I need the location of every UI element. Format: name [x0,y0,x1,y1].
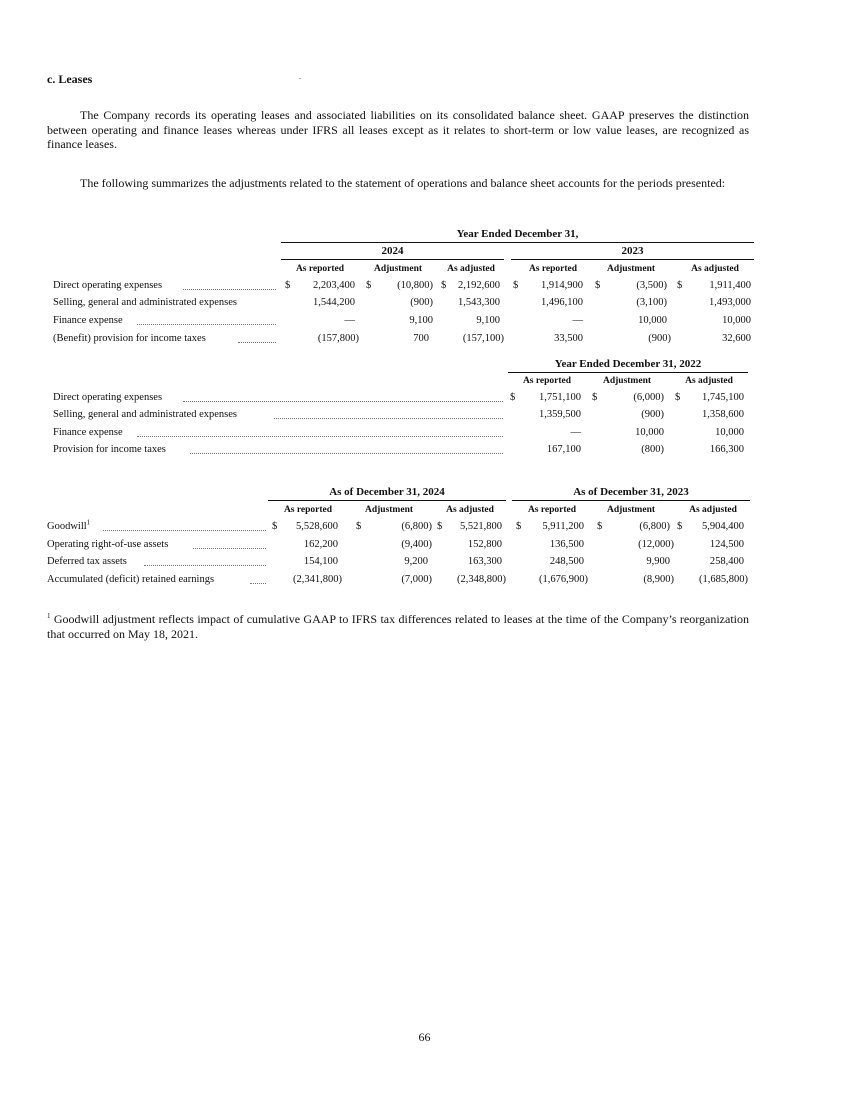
table-cell: (900) [641,409,664,420]
col-header: As reported [283,505,333,515]
table-cell: 5,528,600 [296,521,338,532]
currency-symbol: $ [597,521,603,532]
table-cell: (800) [641,444,664,455]
year-rule-2023 [511,259,754,260]
table-cell: (6,000) [633,392,664,403]
title-rule [281,242,754,243]
table-cell: 258,400 [709,556,744,567]
table-title: As of December 31, 2024 [329,486,445,498]
table-cell: — [572,315,583,326]
currency-symbol: $ [441,280,447,291]
dot-leader [137,324,276,325]
table-cell: 5,521,800 [460,521,502,532]
table-cell: 5,904,400 [702,521,744,532]
dot-leader [250,583,266,584]
table-cell: 1,359,500 [539,409,581,420]
paragraph-summary-intro [47,176,749,191]
dot-leader [144,565,266,566]
table-cell: 136,500 [549,539,584,550]
table-cell: (1,676,900) [539,574,588,585]
col-header: Adjustment [606,505,656,515]
table-cell: 1,493,000 [709,297,751,308]
dot-leader [274,418,503,419]
paragraph-text: The following summarizes the adjustments related to the statement of operations and balance sheet accounts for the periods presented: [80,176,726,190]
table-cell: 1,745,100 [702,392,744,403]
currency-symbol: $ [272,521,278,532]
table-cell: (157,100) [462,333,504,344]
currency-symbol: $ [595,280,601,291]
row-label: Accumulated (deficit) retained earnings [47,574,215,585]
table-cell: (2,341,800) [293,574,342,585]
currency-symbol: $ [677,521,683,532]
col-header: Adjustment [606,264,656,274]
table-cell: (6,800) [401,521,432,532]
table-cell: (9,400) [401,539,432,550]
table-cell: 154,100 [303,556,338,567]
table-cell: (12,000) [638,539,674,550]
dot-leader [190,453,503,454]
table-cell: 1,358,600 [702,409,744,420]
row-label: (Benefit) provision for income taxes [53,333,206,344]
table-cell: (900) [648,333,671,344]
table-cell: (1,685,800) [699,574,748,585]
table-cell: (7,000) [401,574,432,585]
table-cell: (6,800) [639,521,670,532]
col-header: Adjustment [602,376,652,386]
currency-symbol: $ [592,392,598,403]
col-header: As reported [528,264,578,274]
stray-mark: . [299,72,301,81]
table-cell: — [344,315,355,326]
row-label: Goodwill$^1$ [47,518,91,532]
row-label: Direct operating expenses [53,392,163,403]
table-cell: 9,200 [404,556,428,567]
row-label: Finance expense [53,315,123,326]
currency-symbol: $ [437,521,443,532]
table-cell: 1,544,200 [313,297,355,308]
table-cell: 167,100 [546,444,581,455]
table-cell: 9,100 [409,315,433,326]
table-cell: 10,000 [722,315,751,326]
dot-leader [183,289,276,290]
title-rule [508,372,748,373]
year-rule-2024 [281,259,504,260]
paragraph-leases-policy [47,108,749,152]
col-header: As adjusted [685,376,733,386]
dot-leader [183,401,503,402]
dot-leader [103,530,266,531]
col-header: Adjustment [364,505,414,515]
page-number: 66 [418,1030,431,1044]
row-label: Operating right-of-use assets [47,539,169,550]
footnote-marker: 1 [86,518,91,527]
table-cell: (157,800) [317,333,359,344]
row-label: Provision for income taxes [53,444,166,455]
footnote-marker: 1 [47,612,51,620]
row-label: Selling, general and administrated expenses [53,409,237,420]
title-rule [512,500,750,501]
table-cell: (8,900) [643,574,674,585]
currency-symbol: $ [356,521,362,532]
table-cell: 2,203,400 [313,280,355,291]
table-title: As of December 31, 2023 [573,486,689,498]
currency-symbol: $ [516,521,522,532]
dot-leader [238,342,276,343]
col-header: As reported [295,264,345,274]
table-cell: 163,300 [467,556,502,567]
table-cell: 166,300 [709,444,744,455]
col-header: As adjusted [689,505,737,515]
table-cell: (2,348,800) [457,574,506,585]
footnote-text: Goodwill adjustment reflects impact of cumulative GAAP to IFRS tax differences related to leases at the time of the Company’s reorganization that occurred on May 18, 2021. [47,612,750,641]
row-label: Finance expense [53,427,123,438]
table-cell: 9,100 [476,315,500,326]
row-label: Direct operating expenses [53,280,163,291]
row-label: Deferred tax assets [47,556,127,567]
col-header: As adjusted [447,264,495,274]
table-cell: — [570,427,581,438]
table-cell: 1,543,300 [458,297,500,308]
table-cell: 162,200 [303,539,338,550]
table-cell: 248,500 [549,556,584,567]
table-cell: 10,000 [715,427,744,438]
table-title: Year Ended December 31, [456,228,579,240]
currency-symbol: $ [513,280,519,291]
paragraph-text: The Company records its operating leases and associated liabilities on its consolidated balance sheet. GAAP preserves the distinction between operating and finance leases whereas under IFRS all leases except as it relates to short-term or low value leases, are recognized as finance leases. [47,108,749,151]
currency-symbol: $ [675,392,681,403]
table-cell: 32,600 [722,333,751,344]
title-rule [268,500,506,501]
col-header: As adjusted [446,505,494,515]
col-header: Adjustment [373,264,423,274]
table-cell: 124,500 [709,539,744,550]
table-title: Year Ended December 31, 2022 [554,358,702,370]
table-cell: 10,000 [635,427,664,438]
col-header: As reported [527,505,577,515]
section-heading: c. Leases [47,72,93,86]
table-cell: (900) [410,297,433,308]
col-header: As adjusted [691,264,739,274]
table-cell: 1,751,100 [539,392,581,403]
row-label: Selling, general and administrated expenses [53,297,237,308]
table-cell: 1,496,100 [541,297,583,308]
table-cell: (10,800) [397,280,433,291]
table-cell: 33,500 [554,333,583,344]
dot-leader [193,548,266,549]
currency-symbol: $ [285,280,291,291]
col-header: As reported [522,376,572,386]
table-cell: 2,192,600 [458,280,500,291]
year-header-2023: 2023 [621,245,644,257]
currency-symbol: $ [677,280,683,291]
table-cell: 9,900 [646,556,670,567]
table-cell: (3,500) [636,280,667,291]
table-cell: (3,100) [636,297,667,308]
footnote [47,612,749,642]
table-cell: 1,914,900 [541,280,583,291]
year-header-2024: 2024 [381,245,404,257]
table-cell: 5,911,200 [542,521,584,532]
currency-symbol: $ [366,280,372,291]
table-cell: 10,000 [638,315,667,326]
currency-symbol: $ [510,392,516,403]
dot-leader [137,436,503,437]
table-cell: 700 [413,333,429,344]
table-cell: 1,911,400 [709,280,751,291]
table-cell: 152,800 [467,539,502,550]
